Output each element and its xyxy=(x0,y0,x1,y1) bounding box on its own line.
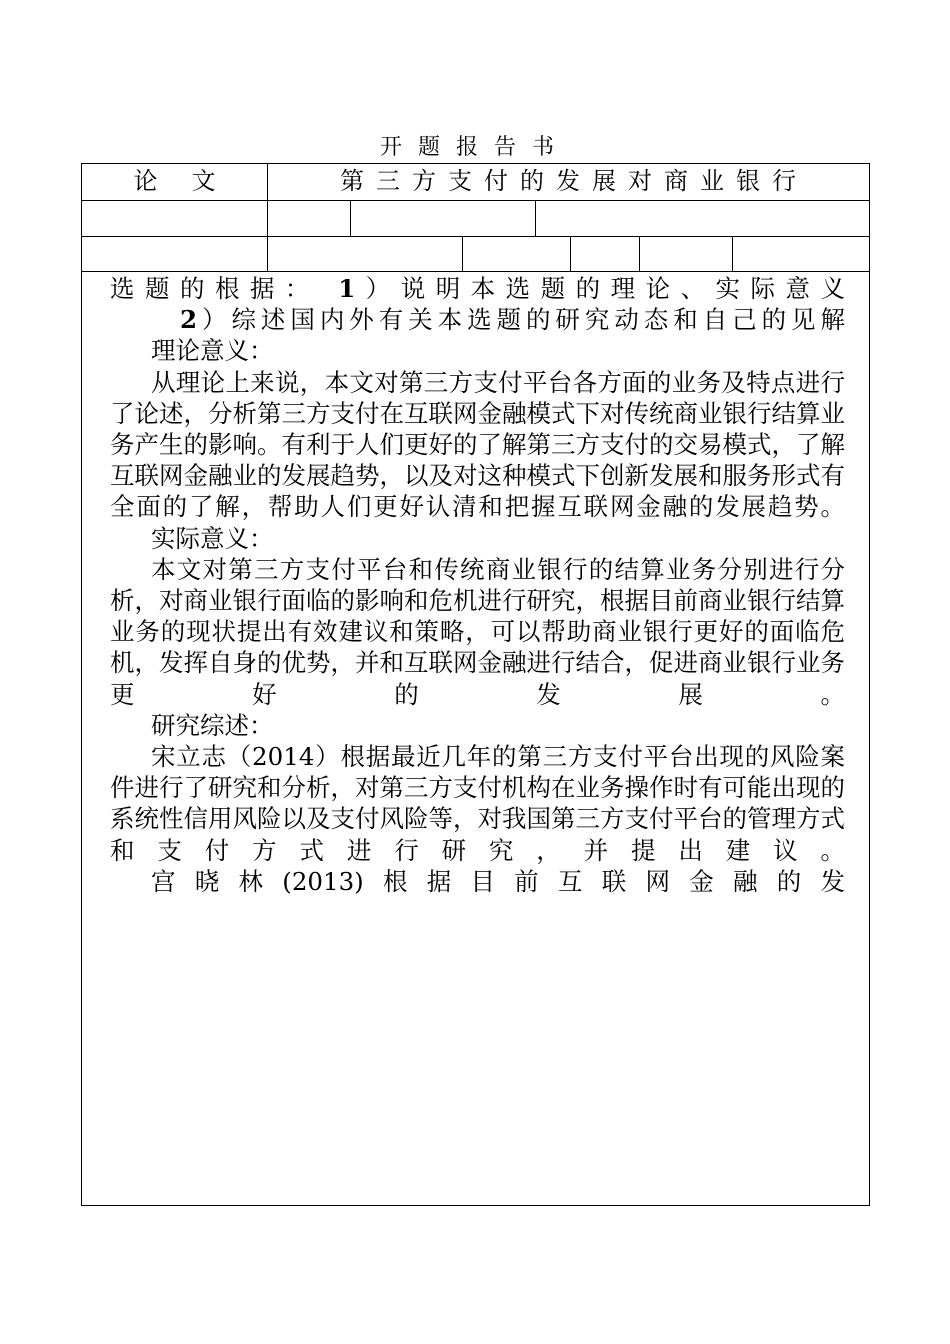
col-divider xyxy=(350,200,351,236)
section-heading-practice: 实际意义： xyxy=(151,523,274,553)
basis-heading: 选题的根据： xyxy=(110,274,320,303)
section-heading-theory: 理论意义： xyxy=(151,336,274,366)
thesis-title: 第三方支付的发展对商业银行 xyxy=(340,167,808,195)
col-divider xyxy=(570,236,571,271)
paragraph-review-2: 宫晓林(2013)根据目前互联网金融的发 xyxy=(151,866,845,896)
basis-item-2-text: ）综述国内外有关本选题的研究动态和自己的见解 xyxy=(197,305,845,335)
paragraph-theory: 从理论上来说，本文对第三方支付平台各方面的业务及特点进行了论述，分析第三方支付在互联网金融模式下对传统商业银行结算业务产生的影响。有利于人们更好的了解第三方支付的交易模式，了解互联网金融业的发展趋势，以及对这种模式下创新发展和服务形式有全面的了解，帮助人们更好认清和把握互联网金融的发展趋势。 xyxy=(110,367,845,522)
row-divider xyxy=(82,200,869,201)
basis-item-1-text: ）说明本选题的理论、实际意义 xyxy=(355,274,846,303)
page-title: 开题报告书 xyxy=(379,135,570,160)
row-divider xyxy=(82,271,869,272)
paragraph-practice: 本文对第三方支付平台和传统商业银行的结算业务分别进行分析，对商业银行面临的影响和危机进行研究，根据目前商业银行结算业务的现状提出有效建议和策略，可以帮助商业银行更好的面临危机，发挥自身的优势，并和互联网金融进行结合，促进商业银行业务更好的发展。 xyxy=(110,554,845,709)
report-body xyxy=(110,273,845,897)
paragraph-review-1: 宋立志（2014）根据最近几年的第三方支付平台出现的风险案件进行了研究和分析，对第三方支付机构在业务操作时有可能出现的系统性信用风险以及支付风险等，对我国第三方支付平台的管理方式和支付方式进行研究，并提出建议。 xyxy=(110,742,845,865)
col-divider xyxy=(535,200,536,236)
report-table xyxy=(81,163,870,1206)
thesis-label: 论文 xyxy=(133,167,250,195)
item-number: 1 xyxy=(338,274,356,303)
basis-item-2 xyxy=(110,304,845,335)
row-divider xyxy=(82,236,869,237)
col-divider xyxy=(639,236,640,271)
col-divider xyxy=(732,236,733,271)
basis-item-1 xyxy=(110,273,845,304)
section-heading-review: 研究综述： xyxy=(151,710,274,740)
col-divider xyxy=(462,236,463,271)
item-number: 2 xyxy=(180,305,198,335)
